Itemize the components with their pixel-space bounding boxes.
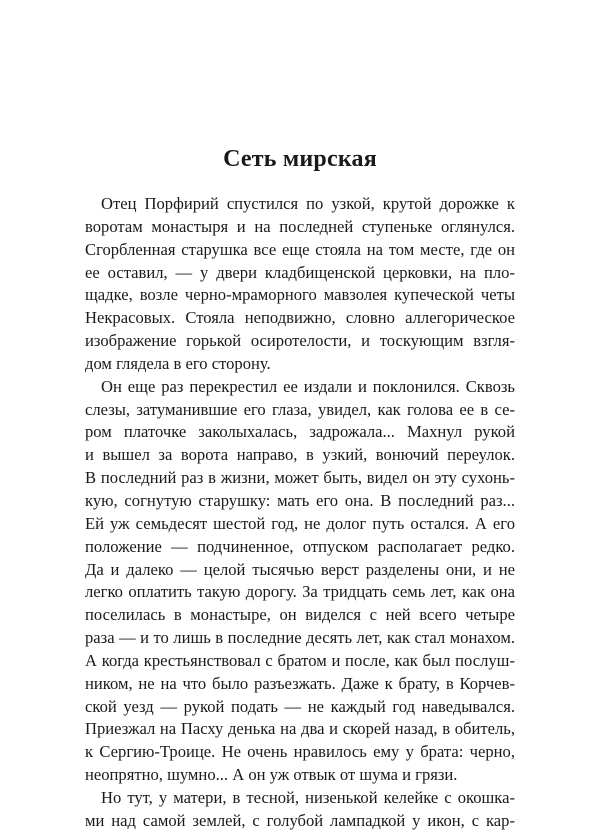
text-line: ником, не на что было разъезжать. Даже к брату, в Корчев- [85, 673, 515, 693]
chapter-body [85, 193, 515, 833]
text-line: к Сергию-Троице. Не очень нравилось ему у брата: черно, [85, 742, 515, 762]
paragraph [85, 193, 515, 376]
text-line: Да и далеко — целой тысячью верст разделены они, и не [85, 559, 515, 579]
text-line: воротам монастыря и на последней ступеньке оглянулся. [85, 216, 515, 236]
text-line: положение — подчиненное, отпуском располагает редко. [85, 536, 515, 556]
text-line: Некрасовых. Стояла неподвижно, словно аллегорическое [85, 308, 515, 328]
text-line: ми над самой землей, с голубой лампадкой у икон, с кар- [85, 810, 515, 830]
text-line: щадке, возле черно-мраморного мавзолея купеческой четы [85, 285, 515, 305]
text-line: раза — и то лишь в последние десять лет, как стал монахом. [85, 628, 515, 648]
text-line: Но тут, у матери, в тесной, низенькой келейке с окошка- [101, 787, 515, 807]
text-line: ской уезд — рукой подать — не каждый год наведывался. [85, 696, 515, 716]
text-line: В последний раз в жизни, может быть, видел он эту сухонь- [85, 468, 515, 488]
text-line: ее оставил, — у двери кладбищенской церковки, на пло- [85, 262, 515, 282]
paragraph [85, 376, 515, 787]
text-line: Отец Порфирий спустился по узкой, крутой дорожке к [101, 194, 515, 213]
text-line: изображение горькой осиротелости, и тоскующим взгля- [85, 331, 515, 351]
paragraph [85, 787, 515, 833]
text-line: Он еще раз перекрестил ее издали и поклонился. Сквозь [101, 376, 515, 396]
text-line: дом глядела в его сторону. [85, 353, 271, 373]
chapter-title: Сеть мирская [223, 146, 377, 172]
text-line: легко оплатить такую дорогу. За тридцать семь лет, как она [85, 582, 515, 602]
text-line: поселилась в монастыре, он виделся с ней всего четыре [85, 605, 515, 625]
text-line: слезы, затуманившие его глаза, увидел, как голова ее в се- [85, 399, 515, 419]
text-line: и вышел за ворота направо, в узкий, вонючий переулок. [85, 445, 515, 465]
text-line: кую, согнутую старушку: мать его она. В последний раз... [85, 490, 515, 510]
text-line: А когда крестьянствовал с братом и после, как был послуш- [85, 650, 515, 670]
text-line: Приезжал на Пасху денька на два и скорей назад, в обитель, [85, 719, 515, 739]
text-line: ром платочке заколыхалась, задрожала... Махнул рукой [85, 422, 515, 442]
text-line: неопрятно, шумно... А он уж отвык от шума и грязи. [85, 765, 458, 785]
text-line: Ей уж семьдесят шестой год, не долог путь остался. А его [85, 513, 515, 533]
text-line: Сгорбленная старушка все еще стояла на том месте, где он [85, 239, 515, 259]
